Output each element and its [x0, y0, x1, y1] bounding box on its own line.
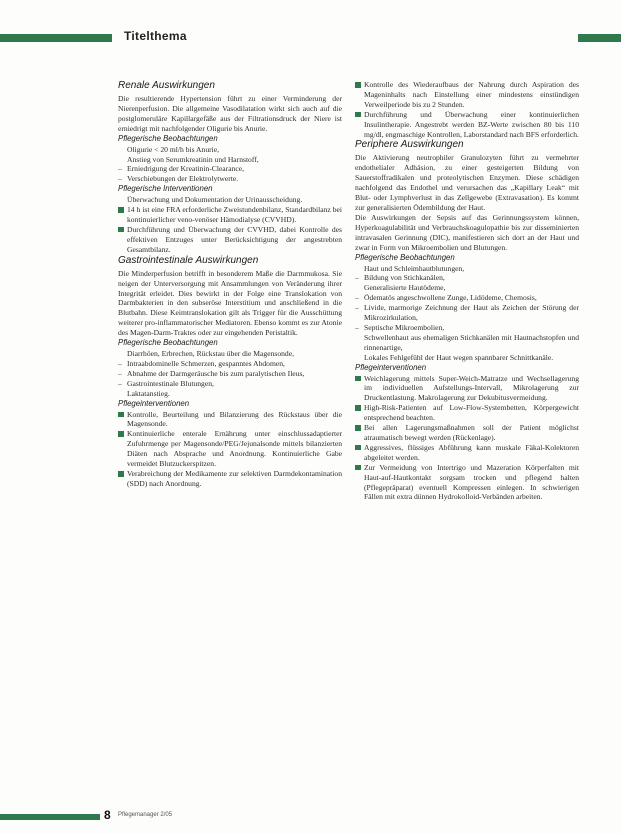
- list-item: [355, 333, 579, 353]
- list-item: [118, 145, 342, 155]
- heading-renal-interventions: Pflegerische Interventionen: [118, 184, 213, 194]
- list-item: [355, 110, 579, 140]
- square-bullet-icon: [118, 227, 124, 233]
- list-item-text: Diarrhöen, Erbrechen, Rückstau über die Magensonde,: [127, 349, 295, 359]
- list-item-text: Laktatanstieg.: [127, 388, 170, 398]
- gastro-observations-list: [118, 349, 342, 399]
- renal-observations-list: [118, 145, 342, 185]
- square-bullet-icon: [355, 405, 361, 411]
- square-bullet-icon: [355, 376, 361, 382]
- list-item-text: Durchführung und Überwachung einer kontinuierlichen Insulintherapie. Angestrebt werden BZ-Werte zwischen 80 bis 110 mg/dl, engmaschige Kontrollen, Laborstandard nach BFS erforderlich.: [364, 109, 579, 139]
- list-item: [355, 374, 579, 404]
- heading-gastro-interventions: Pflegeinterventionen: [118, 398, 190, 408]
- heading-renal: Renale Auswirkungen: [118, 80, 215, 91]
- dash-bullet: –: [118, 164, 122, 174]
- list-item-text: Durchführung und Überwachung der CVVHD, dabei Kontrolle des effektiven Entzuges unter Berücksichtigung der angestrebten Gesamtbilanz.: [127, 224, 342, 254]
- list-item-text: Bildung von Stichkanälen,: [364, 273, 445, 283]
- peripheral-body-1: Die Aktivierung neutrophiler Granulozyten führt zu vermehrter endothelialer Adhäsion, zu einer gesteigerten Bildung von Sauerstoffradikalen und proteolytischen Enzymen. Diese schädigen nachfolgend das Endothel und verursachen das „Kapillary Leak“ mit Blut- oder Lymphverlust in das Zellgewebe (Extravasation). Es kommt zur generalisierten Ödembildung der Haut.: [355, 153, 579, 212]
- gastro-body: Die Minderperfusion betrifft in besonderem Maße die Darmmukosa. Sie neigen der Unterversorgung mit Ansammlungen von Veränderung ihrer Integrität erleidet. Dies bewirkt in der Folge eine Translokation von Darmbakterien in den subseröse Interstitium und anschließend in die Blutbahn. Diese Keimtranslokation gilt als Trigger für die Ausschüttung weiterer pro-inflammatorischer Mediatoren. Ebenso kommt es zur Atonie des Magen-Darm-Traktes oder zur eingehenden Peristaltik.: [118, 268, 342, 338]
- list-item: [118, 174, 342, 184]
- heading-peripheral-observations: Pflegerische Beobachtungen: [355, 252, 455, 262]
- header-accent-bar-right: [578, 34, 621, 42]
- list-item: [355, 80, 579, 110]
- dash-bullet: –: [355, 322, 359, 332]
- list-item-text: Gastrointestinale Blutungen,: [127, 378, 214, 388]
- list-item: [355, 293, 579, 303]
- left-column: [118, 80, 342, 489]
- square-bullet-icon: [355, 82, 361, 88]
- list-item-text: Kontrolle des Wiederaufbaus der Nahrung durch Aspiration des Mageninhalts nach Einstellung einer mindestens einstündigen Verweilperiode bis zu 2 Stunden.: [364, 80, 579, 109]
- square-bullet-icon: [118, 471, 124, 477]
- square-bullet-icon: [118, 431, 124, 437]
- heading-renal-observations: Pflegerische Beobachtungen: [118, 133, 218, 143]
- list-item: [355, 264, 579, 274]
- list-item-text: Verschiebungen der Elektrolytwerte.: [127, 174, 239, 184]
- list-item-text: Abnahme der Darmgeräusche bis zum paralytischen Ileus,: [127, 368, 305, 378]
- list-item-text: Zur Vermeidung von Intertrigo und Mazeration Körperfalten mit Haut-auf-Hautkontakt sorgsam trocken und pflegend halten (Pflegepräparat) eventuell Kompressen einlegen. In schwierigen Fällen mit extra dünnen Hydrokolloid-Verbänden arbeiten.: [364, 462, 579, 502]
- gastro-interventions-continued: [355, 80, 579, 139]
- dash-bullet: –: [118, 378, 122, 388]
- list-item-text: Livide, marmorige Zeichnung der Haut als Zeichen der Störung der Mikrozirkulation,: [364, 303, 579, 323]
- footer-source: Pflegemanager 2/05: [118, 812, 173, 818]
- list-item: [118, 389, 342, 399]
- list-item-text: Generalisierte Hautödeme,: [364, 283, 446, 293]
- list-item-text: Schwellenhaut aus ehemaligen Stichkanälen mit Hautnachstopfen und rinnenartige,: [364, 332, 579, 352]
- heading-gastro-observations: Pflegerische Beobachtungen: [118, 338, 218, 348]
- list-item-text: Lokales Fehlgefühl der Haut wegen spannbarer Schnittkanäle.: [364, 352, 554, 362]
- list-item-text: Erniedrigung der Kreatinin-Clearance,: [127, 164, 245, 174]
- heading-gastro: Gastrointestinale Auswirkungen: [118, 254, 259, 266]
- list-item: [118, 155, 342, 165]
- list-item-text: Kontrolle, Beurteilung und Bilanzierung des Rückstaus über die Magensonde.: [127, 409, 342, 429]
- dash-bullet: –: [355, 303, 359, 313]
- peripheral-body-2: Die Auswirkungen der Sepsis auf das Gerinnungssystem können, Hyperkoagulabilität und Verbrauchskoagulopathie bis zur disseminierten intravasalen Gerinnung (DIC), manifestieren sich dort an der Haut und zwar in Form von Mikroembolien und Blutungen.: [355, 212, 579, 252]
- peripheral-interventions-list: [355, 374, 579, 503]
- right-column: [355, 80, 579, 502]
- list-item: [118, 359, 342, 369]
- list-item-text: Kontinuierliche enterale Ernährung unter einschlussadaptierter Zufuhrmenge per Magensonde/PEG/Jejunalsonde mittels bilanzierten Diäten nach Absprache und Anordnung. Kontinuierliche Gabe vermeidet Blutzuckerspitzen.: [127, 429, 342, 469]
- list-item-text: 14 h ist eine FRA erforderliche Zweistundenbilanz, Standardbilanz bei kontinuierlicher veno-venöser Hämodialyse (CVVHD).: [127, 205, 342, 225]
- square-bullet-icon: [355, 425, 361, 431]
- dash-bullet: –: [118, 358, 122, 368]
- list-item-text: Aggressives, flüssiges Abführung kann muskale Fäkal-Kolektoren abgeleitet werden.: [364, 442, 579, 462]
- square-bullet-icon: [355, 112, 361, 118]
- heading-peripheral: Periphere Auswirkungen: [355, 139, 464, 151]
- renal-interventions-list: [118, 195, 342, 254]
- list-item-text: Intraabdominelle Schmerzen, gespanntes Abdomen,: [127, 358, 285, 368]
- list-item: [118, 225, 342, 255]
- list-item: [118, 379, 342, 389]
- square-bullet-icon: [118, 207, 124, 213]
- square-bullet-icon: [355, 445, 361, 451]
- header-accent-bar: [0, 34, 112, 42]
- page-number: 8: [104, 808, 111, 822]
- dash-bullet: –: [118, 174, 122, 184]
- list-item-text: Anstieg von Serumkreatinin und Harnstoff,: [127, 154, 259, 164]
- list-item-text: Ödematös angeschwollene Zunge, Lidödeme, Chemosis,: [364, 293, 537, 303]
- list-item-text: Oligurie < 20 ml/h bis Anurie,: [127, 144, 220, 154]
- list-item: [355, 283, 579, 293]
- list-item: [355, 443, 579, 463]
- dash-bullet: –: [355, 293, 359, 303]
- square-bullet-icon: [118, 412, 124, 418]
- list-item-text: Bei allen Lagerungsmaßnahmen soll der Patient möglichst atraumatisch bewegt werden (Rückenlage).: [364, 423, 579, 442]
- footer-accent-bar: [0, 814, 100, 820]
- list-item: [118, 469, 342, 489]
- list-item: [355, 323, 579, 333]
- list-item: [355, 303, 579, 323]
- list-item-text: High-Risk-Patienten auf Low-Flow-Systembetten, Körpergewicht entsprechend beachten.: [364, 403, 579, 423]
- list-item: [118, 429, 342, 469]
- list-item-text: Septische Mikroembolien,: [364, 322, 445, 332]
- section-title: Titelthema: [124, 29, 187, 43]
- list-item: [355, 463, 579, 503]
- list-item: [118, 205, 342, 225]
- peripheral-observations-list: [355, 264, 579, 363]
- list-item: [118, 369, 342, 379]
- list-item-text: Verabreichung der Medikamente zur selektiven Darmdekontamination (SDD) nach Anordnung.: [127, 469, 342, 488]
- list-item: [355, 273, 579, 283]
- list-item: [118, 410, 342, 430]
- list-item: [118, 164, 342, 174]
- list-item-text: Überwachung und Dokumentation der Urinausscheidung.: [127, 195, 303, 205]
- list-item-text: Weichlagerung mittels Super-Weich-Matratze und Wechsellagerung im individuellen Aufstellungs-Intervall, Mikrolagerung zur Druckentlastung. Makrolagerung zur Dekubitusvermeidung.: [364, 373, 579, 403]
- list-item: [355, 423, 579, 443]
- dash-bullet: –: [118, 368, 122, 378]
- gastro-interventions-list: [118, 410, 342, 489]
- list-item: [118, 195, 342, 205]
- list-item: [118, 349, 342, 359]
- list-item: [355, 353, 579, 363]
- square-bullet-icon: [355, 465, 361, 471]
- list-item-text: Haut und Schleimhautblutungen,: [364, 263, 465, 273]
- renal-body: Die resultierende Hypertension führt zu einer Verminderung der Nierenperfusion. Die allgemeine Vasodilatation wirkt sich auch auf die postglomeruläre Kapillargefäße aus der Filtrationsdruck der Niere ist erniedrigt mit nachfolgender Oligurie bis Anurie.: [118, 94, 342, 133]
- list-item: [355, 403, 579, 423]
- dash-bullet: –: [355, 273, 359, 283]
- heading-peripheral-interventions: Pflegeinterventionen: [355, 362, 427, 372]
